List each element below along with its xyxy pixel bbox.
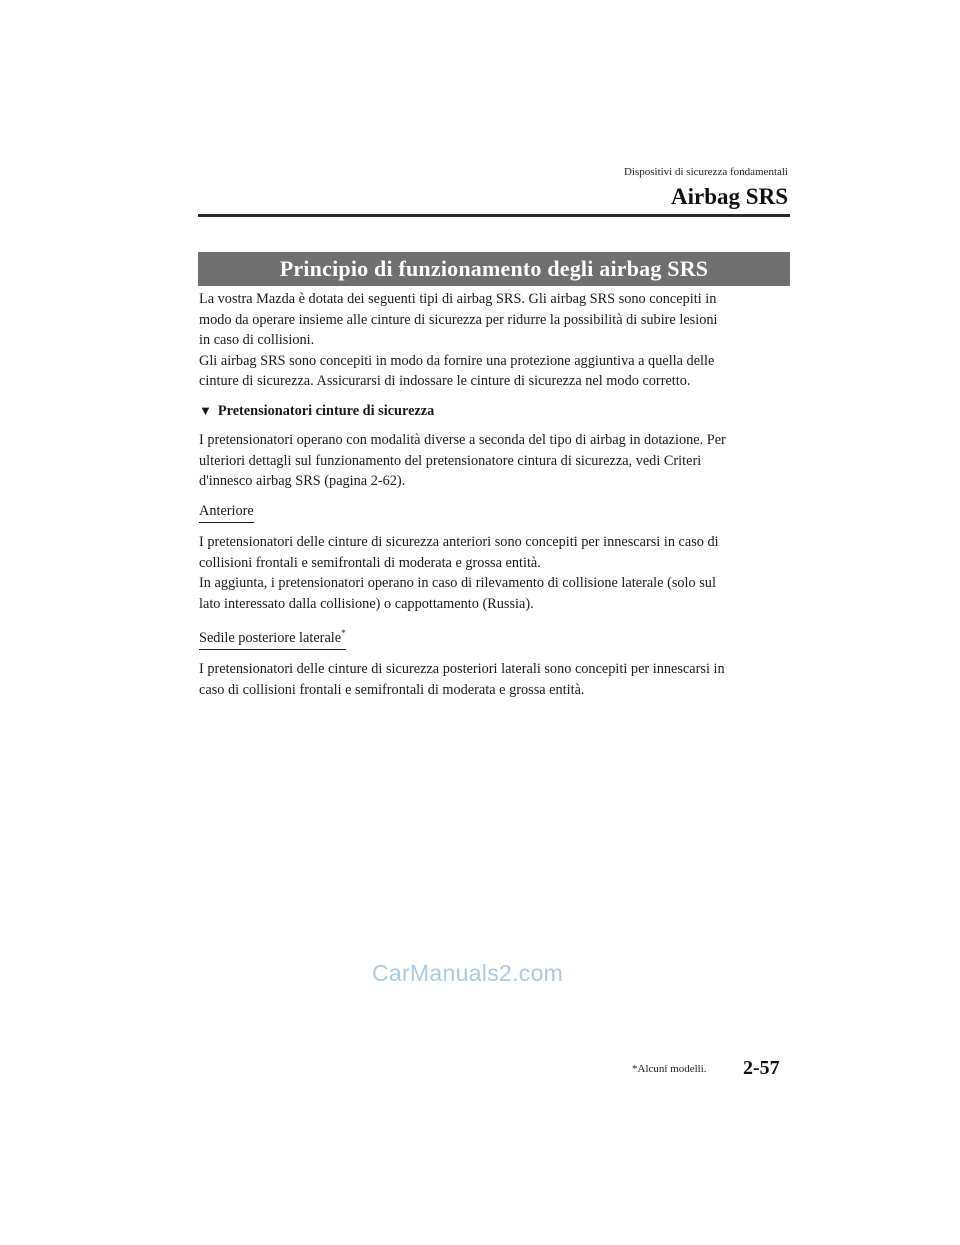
text-line: in caso di collisioni. — [199, 332, 315, 348]
text-line: ulteriori dettagli sul funzionamento del pretensionatore cintura di sicurezza, vedi Criteri — [199, 452, 702, 469]
text-line: I pretensionatori delle cinture di sicurezza anteriori sono concepiti per innescarsi in caso di — [199, 534, 719, 550]
triangle-down-icon: ▼ — [199, 402, 212, 418]
text-line: collisioni frontali e semifrontali di moderata e grossa entità. — [199, 554, 541, 571]
text-line: cinture di sicurezza. Assicurarsi di indossare le cinture di sicurezza nel modo corretto. — [199, 373, 691, 389]
subsection-heading — [199, 401, 789, 422]
text-line: La vostra Mazda è dotata dei seguenti tipi di airbag SRS. Gli airbag SRS sono concepiti in — [199, 291, 717, 307]
text-line: I pretensionatori operano con modalità diverse a seconda del tipo di airbag in dotazione. Per — [199, 432, 726, 448]
section-title-bar — [198, 252, 790, 286]
watermark: CarManuals2.com — [372, 960, 564, 986]
optional-equipment-mark: * — [341, 628, 346, 638]
subsection-heading-text: Pretensionatori cinture di sicurezza — [217, 402, 435, 419]
front-heading-text: Anteriore — [199, 502, 254, 519]
text-line: d'innesco airbag SRS (pagina 2-62). — [199, 473, 406, 489]
text-line: In aggiunta, i pretensionatori operano in caso di rilevamento di collisione laterale (solo sul — [199, 575, 716, 591]
front-paragraph — [199, 532, 789, 614]
footnote: *Alcuni modelli. — [632, 1063, 707, 1075]
text-line: Gli airbag SRS sono concepiti in modo da fornire una protezione aggiuntiva a quella delle — [199, 352, 715, 369]
header-section-title: Airbag SRS — [671, 184, 788, 209]
header-rule — [198, 214, 790, 217]
pretensioners-paragraph — [199, 430, 789, 492]
rear-paragraph — [199, 659, 789, 700]
text-line: lato interessato dalla collisione) o cappottamento (Russia). — [199, 595, 534, 612]
header-chapter: Dispositivi di sicurezza fondamentali — [623, 166, 788, 178]
page-content — [199, 289, 789, 700]
intro-paragraph — [199, 289, 789, 392]
front-heading — [199, 501, 254, 524]
text-line: I pretensionatori delle cinture di sicurezza posteriori laterali sono concepiti per innescarsi in — [199, 661, 725, 678]
section-title: Principio di funzionamento degli airbag SRS — [279, 256, 709, 281]
rear-heading-text: Sedile posteriore laterale — [199, 629, 342, 646]
text-line: modo da operare insieme alle cinture di sicurezza per ridurre la possibilità di subire lesioni — [199, 311, 718, 328]
rear-heading — [199, 623, 346, 650]
page-number: 2-57 — [743, 1057, 780, 1079]
text-line: caso di collisioni frontali e semifrontali di moderata e grossa entità. — [199, 681, 585, 698]
